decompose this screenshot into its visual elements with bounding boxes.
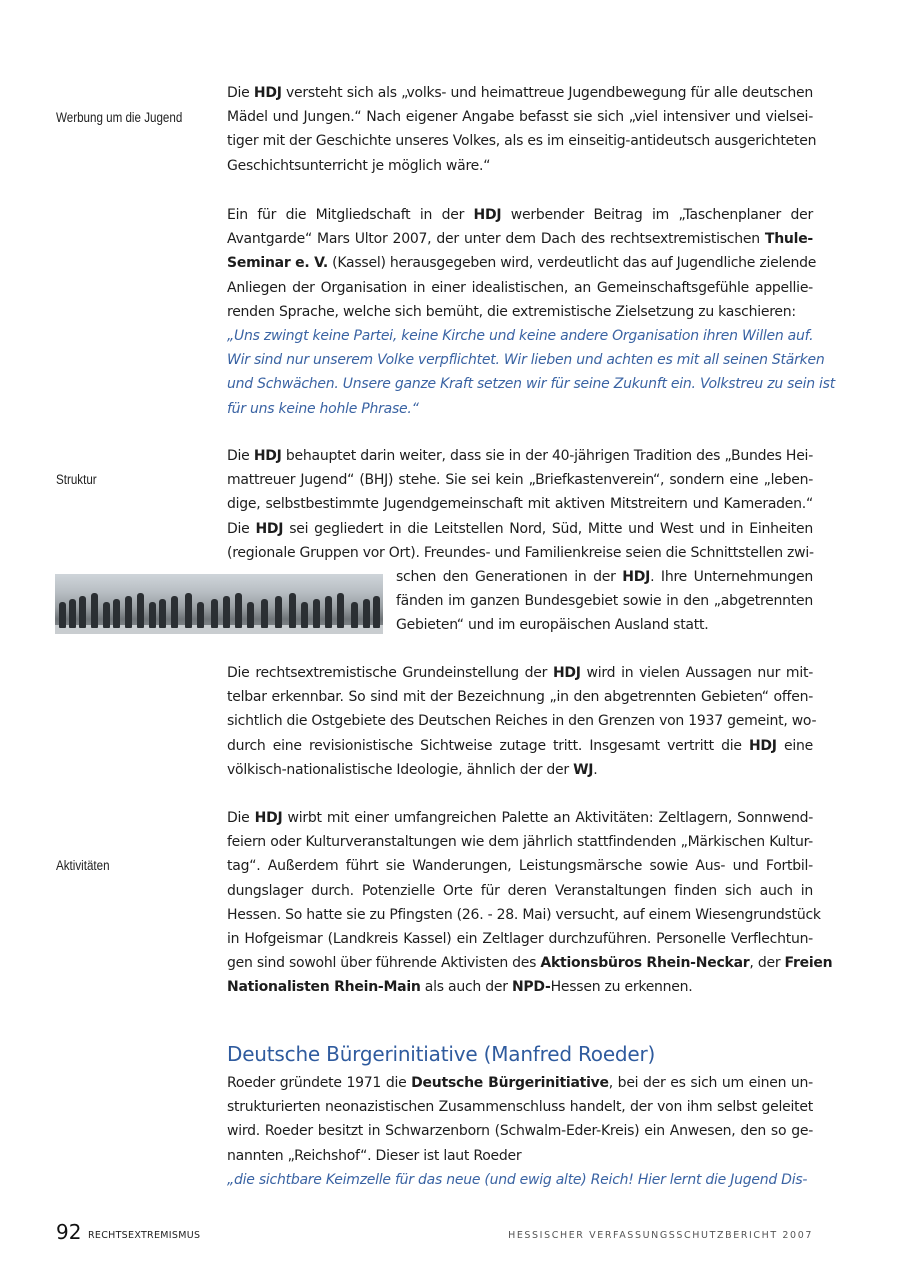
paragraph-hdj-ideology bbox=[227, 661, 817, 782]
paragraph-hdj-intro bbox=[227, 81, 817, 178]
text-line: Die rechtsextremistische Grundeinstellung der HDJ wird in vielen Aussagen nur mit- bbox=[227, 665, 813, 681]
photo-figure bbox=[149, 602, 156, 628]
text-line: völkisch-nationalistische Ideologie, ähnlich der der WJ. bbox=[227, 761, 598, 778]
text-line: Anliegen der Organisation in einer idealistischen, an Gemeinschaftsgefühle appellie- bbox=[227, 279, 813, 296]
text-line: Mädel und Jungen.“ Nach eigener Angabe befasst sie sich „viel intensiver und vielsei- bbox=[227, 109, 813, 126]
photo-figure bbox=[185, 593, 192, 628]
bold-term: Nationalisten Rhein-Main bbox=[227, 979, 421, 996]
text-line: Nationalisten Rhein-Main als auch der NPD-Hessen zu erkennen. bbox=[227, 979, 693, 996]
margin-note-werbung: Werbung um die Jugend bbox=[56, 110, 183, 125]
text-line: schen den Generationen in der HDJ. Ihre Unternehmungen bbox=[396, 569, 813, 585]
photo-figure bbox=[103, 602, 110, 628]
photo-figure bbox=[247, 602, 254, 628]
text-line: „die sichtbare Keimzelle für das neue (und ewig alte) Reich! Hier lernt die Jugend Dis- bbox=[227, 1172, 808, 1188]
photo-figure bbox=[337, 593, 344, 628]
text-line: mattreuer Jugend“ (BHJ) stehe. Sie sei kein „Briefkastenverein“, sondern eine „leben- bbox=[227, 472, 813, 489]
photo-figure bbox=[197, 602, 204, 628]
text-line: Avantgarde“ Mars Ultor 2007, der unter dem Dach des rechtsextremistischen Thule- bbox=[227, 231, 813, 248]
photo-figure bbox=[79, 596, 86, 628]
bold-term: NPD- bbox=[511, 979, 551, 996]
photo-figure bbox=[211, 599, 218, 628]
bold-term: HDJ bbox=[552, 665, 581, 681]
footer-section-label: RECHTSEXTREMISMUS bbox=[88, 1230, 201, 1241]
bold-term: HDJ bbox=[253, 85, 282, 101]
margin-note-aktivitaeten: Aktivitäten bbox=[56, 858, 110, 873]
photo-figure bbox=[235, 593, 242, 628]
section-heading-dbi: Deutsche Bürgerinitiative (Manfred Roeder) bbox=[227, 1042, 656, 1066]
photo-figure bbox=[125, 596, 132, 628]
text-line: gen sind sowohl über führende Aktivisten des Aktionsbüros Rhein-Neckar, der Freien bbox=[227, 955, 833, 972]
photo-figure bbox=[351, 602, 358, 628]
footer-report-title: HESSISCHER VERFASSUNGSSCHUTZBERICHT 2007 bbox=[508, 1230, 813, 1241]
text-line: „Uns zwingt keine Partei, keine Kirche und keine andere Organisation ihren Willen auf. bbox=[227, 328, 814, 344]
text-line: Die HDJ wirbt mit einer umfangreichen Palette an Aktivitäten: Zeltlagern, Sonnwend- bbox=[227, 810, 814, 826]
photo-figure bbox=[289, 593, 296, 628]
photo-figure bbox=[171, 596, 178, 628]
paragraph-taschenplaner bbox=[227, 203, 817, 324]
text-line: Wir sind nur unserem Volke verpflichtet. Wir lieben und achten es mit all seinen Stärken bbox=[227, 352, 825, 369]
page-number: 92 bbox=[56, 1220, 82, 1244]
photo-figure bbox=[313, 599, 320, 628]
text-line: telbar erkennbar. So sind mit der Bezeichnung „in den abgetrennten Gebieten“ offen- bbox=[227, 689, 813, 706]
text-line: Ein für die Mitgliedschaft in der HDJ werbender Beitrag im „Taschenplaner der bbox=[227, 207, 814, 223]
text-line: renden Sprache, welche sich bemüht, die extremistische Zielsetzung zu kaschieren: bbox=[227, 303, 796, 320]
quote-hdj-manifesto bbox=[227, 324, 835, 421]
bold-term: Aktionsbüros Rhein-Neckar bbox=[540, 955, 750, 972]
text-line: tiger mit der Geschichte unseres Volkes, als es im einseitig-antideutsch ausgerichteten bbox=[227, 133, 817, 150]
text-line: dige, selbstbestimmte Jugendgemeinschaft mit aktiven Mitstreitern und Kameraden.“ bbox=[227, 496, 813, 513]
photo-figure bbox=[59, 602, 66, 628]
text-line: wird. Roeder besitzt in Schwarzenborn (Schwalm-Eder-Kreis) ein Anwesen, den so ge- bbox=[227, 1123, 813, 1140]
photo-figure bbox=[159, 599, 166, 628]
text-line: Gebieten“ und im europäischen Ausland statt. bbox=[396, 617, 709, 634]
text-line: feiern oder Kulturveranstaltungen wie dem jährlich stattfindenden „Märkischen Kultur- bbox=[227, 834, 813, 851]
photo-figure bbox=[275, 596, 282, 628]
text-line: Roeder gründete 1971 die Deutsche Bürgerinitiative, bei der es sich um einen un- bbox=[227, 1075, 813, 1091]
photo-figure bbox=[373, 596, 380, 628]
photo-figure bbox=[91, 593, 98, 628]
bold-term: HDJ bbox=[255, 520, 284, 537]
text-line: Die HDJ versteht sich als „volks- und heimattreue Jugendbewegung für alle deutschen bbox=[227, 85, 813, 101]
bold-term: HDJ bbox=[254, 810, 283, 826]
text-line: Geschichtsunterricht je möglich wäre.“ bbox=[227, 157, 491, 174]
text-line: nannten „Reichshof“. Dieser ist laut Roeder bbox=[227, 1147, 522, 1164]
bold-term: HDJ bbox=[473, 207, 502, 223]
quote-roeder bbox=[227, 1168, 813, 1192]
text-line: dungslager durch. Potenzielle Orte für deren Veranstaltungen finden sich auch in bbox=[227, 882, 813, 899]
margin-note-struktur: Struktur bbox=[56, 472, 97, 487]
paragraph-roeder bbox=[227, 1071, 813, 1168]
group-photo-image bbox=[55, 574, 383, 634]
paragraph-hdj-structure bbox=[227, 444, 813, 565]
bold-term: Thule- bbox=[764, 231, 813, 248]
text-line: Seminar e. V. (Kassel) herausgegeben wird, verdeutlicht das auf Jugendliche zielende bbox=[227, 255, 817, 272]
photo-figure bbox=[223, 596, 230, 628]
text-line: und Schwächen. Unsere ganze Kraft setzen wir für seine Zukunft ein. Volkstreu zu sein ist bbox=[227, 376, 835, 393]
paragraph-hdj-activities bbox=[227, 806, 833, 1000]
bold-term: WJ bbox=[573, 761, 594, 778]
text-line: strukturierten neonazistischen Zusammenschluss handelt, der von ihm selbst geleitet bbox=[227, 1099, 813, 1116]
photo-figure bbox=[137, 593, 144, 628]
photo-figure bbox=[261, 599, 268, 628]
photo-figure bbox=[113, 599, 120, 628]
bold-term: Seminar e. V. bbox=[227, 255, 328, 272]
photo-figure bbox=[69, 599, 76, 628]
text-line: Die HDJ behauptet darin weiter, dass sie in der 40-jährigen Tradition des „Bundes Hei- bbox=[227, 448, 813, 464]
text-line: fänden im ganzen Bundesgebiet sowie in den „abgetrennten bbox=[396, 593, 813, 610]
text-line: (regionale Gruppen vor Ort). Freundes- und Familienkreise seien die Schnittstellen zwi- bbox=[227, 544, 814, 561]
text-line: Hessen. So hatte sie zu Pfingsten (26. - 28. Mai) versucht, auf einem Wiesengrundstück bbox=[227, 906, 821, 923]
text-line: durch eine revisionistische Sichtweise zutage tritt. Insgesamt vertritt die HDJ eine bbox=[227, 737, 813, 754]
text-line: tag“. Außerdem führt sie Wanderungen, Leistungsmärsche sowie Aus- und Fortbil- bbox=[227, 858, 813, 875]
bold-term: HDJ bbox=[253, 448, 282, 464]
bold-term: Freien bbox=[784, 955, 833, 972]
photo-figure bbox=[301, 602, 308, 628]
text-line: in Hofgeismar (Landkreis Kassel) ein Zeltlager durchzuführen. Personelle Verflechtun- bbox=[227, 930, 813, 947]
photo-figure bbox=[325, 596, 332, 628]
bold-term: HDJ bbox=[748, 737, 777, 754]
text-line: sichtlich die Ostgebiete des Deutschen Reiches in den Grenzen von 1937 gemeint, wo- bbox=[227, 713, 817, 730]
bold-term: Deutsche Bürgerinitiative bbox=[411, 1075, 609, 1091]
text-line: für uns keine hohle Phrase.“ bbox=[227, 400, 419, 417]
paragraph-hdj-structure-cont bbox=[396, 565, 813, 638]
bold-term: HDJ bbox=[622, 569, 651, 585]
photo-figure bbox=[363, 599, 370, 628]
text-line: Die HDJ sei gegliedert in die Leitstellen Nord, Süd, Mitte und West und in Einheiten bbox=[227, 520, 814, 537]
